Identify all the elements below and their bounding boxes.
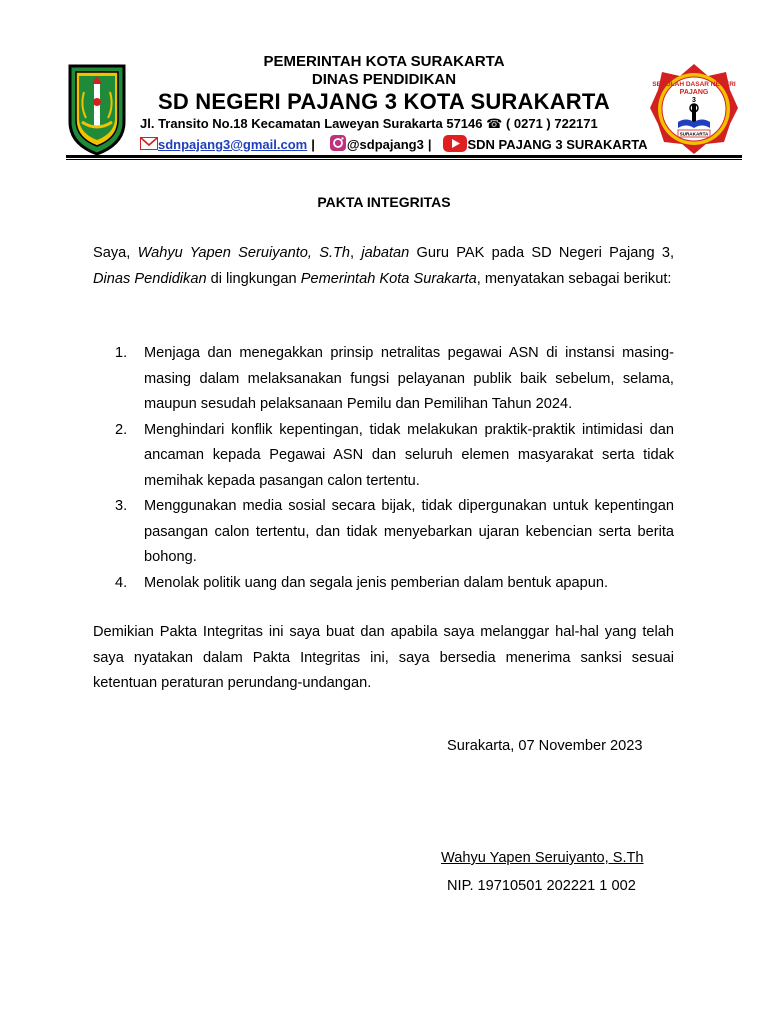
instagram-icon bbox=[329, 134, 347, 155]
signer-name: Wahyu Yapen Seruiyanto, S.Th bbox=[441, 850, 644, 866]
place-date: Surakarta, 07 November 2023 bbox=[447, 738, 643, 754]
email-link[interactable]: sdnpajang3@gmail.com bbox=[158, 137, 308, 152]
letterhead-contacts bbox=[140, 134, 648, 155]
intro-paragraph: Saya, Wahyu Yapen Seruiyanto, S.Th, jabatan Guru PAK pada SD Negeri Pajang 3, Dinas Pendidikan di lingkungan Pemerintah Kota Surakarta, menyatakan sebagai berikut: bbox=[93, 245, 675, 287]
letterhead-phone: ( 0271 ) 722171 bbox=[502, 116, 598, 131]
declarant-name: Wahyu Yapen Seruiyanto, S.Th bbox=[137, 245, 351, 261]
email-icon bbox=[140, 137, 158, 153]
list-item: 3. Menggunakan media sosial secara bijak, tidak dipergunakan untuk kepentingan pasangan calon tertentu, dan tidak menyebarkan ujaran kebencian serta berita bohong. bbox=[115, 498, 674, 565]
statement-list bbox=[93, 341, 674, 596]
list-item: 4. Menolak politik uang dan segala jenis pemberian dalam bentuk apapun. bbox=[115, 574, 609, 591]
svg-text:SURAKARTA: SURAKARTA bbox=[679, 131, 709, 137]
youtube-icon bbox=[443, 135, 467, 155]
list-item: 2. Menghindari konflik kepentingan, tidak melakukan praktik-praktik intimidasi dan ancaman kepada Pegawai ASN dan seluruh elemen masyarakat serta tidak memihak kepada pasangan calon tertentu. bbox=[115, 421, 674, 489]
instagram-handle[interactable]: @sdpajang3 bbox=[346, 137, 424, 152]
signer-nip: NIP. 19710501 202221 1 002 bbox=[447, 878, 636, 894]
contact-separator: | bbox=[427, 137, 432, 152]
youtube-contact[interactable] bbox=[443, 135, 647, 155]
letterhead-school-name: SD NEGERI PAJANG 3 KOTA SURAKARTA bbox=[158, 89, 610, 114]
letterhead-address-line bbox=[140, 116, 640, 132]
svg-text:PAJANG: PAJANG bbox=[679, 89, 709, 96]
youtube-channel[interactable]: SDN PAJANG 3 SURAKARTA bbox=[467, 137, 648, 152]
letterhead-divider-thin bbox=[66, 159, 742, 160]
svg-text:3: 3 bbox=[692, 97, 696, 104]
city-emblem-logo bbox=[66, 62, 128, 156]
phone-icon: ☎ bbox=[486, 116, 503, 131]
letterhead-department: DINAS PENDIDIKAN bbox=[311, 71, 457, 88]
letterhead-government: PEMERINTAH KOTA SURAKARTA bbox=[263, 53, 505, 70]
letterhead-divider bbox=[66, 155, 742, 158]
school-emblem-logo bbox=[648, 62, 740, 156]
list-item: 1. Menjaga dan menegakkan prinsip netralitas pegawai ASN di instansi masing-masing dalam melaksanakan fungsi pelayanan publik baik sebelum, selama, maupun sesudah pelaksanaan Pemilu dan Pemilihan Tahun 2024. bbox=[115, 345, 674, 412]
instagram-contact[interactable] bbox=[329, 134, 424, 155]
document-title: PAKTA INTEGRITAS bbox=[317, 194, 451, 210]
svg-text:SEKOLAH DASAR NEGERI: SEKOLAH DASAR NEGERI bbox=[652, 81, 736, 88]
email-contact[interactable] bbox=[140, 137, 307, 153]
letterhead-address: Jl. Transito No.18 Kecamatan Laweyan Surakarta 57146 bbox=[140, 116, 487, 131]
closing-paragraph: Demikian Pakta Integritas ini saya buat dan apabila saya melanggar hal-hal yang telah saya nyatakan dalam Pakta Integritas ini, saya bersedia menerima sanksi sesuai ketentuan peraturan perundang-undangan. bbox=[93, 624, 674, 691]
contact-separator: | bbox=[311, 137, 315, 152]
